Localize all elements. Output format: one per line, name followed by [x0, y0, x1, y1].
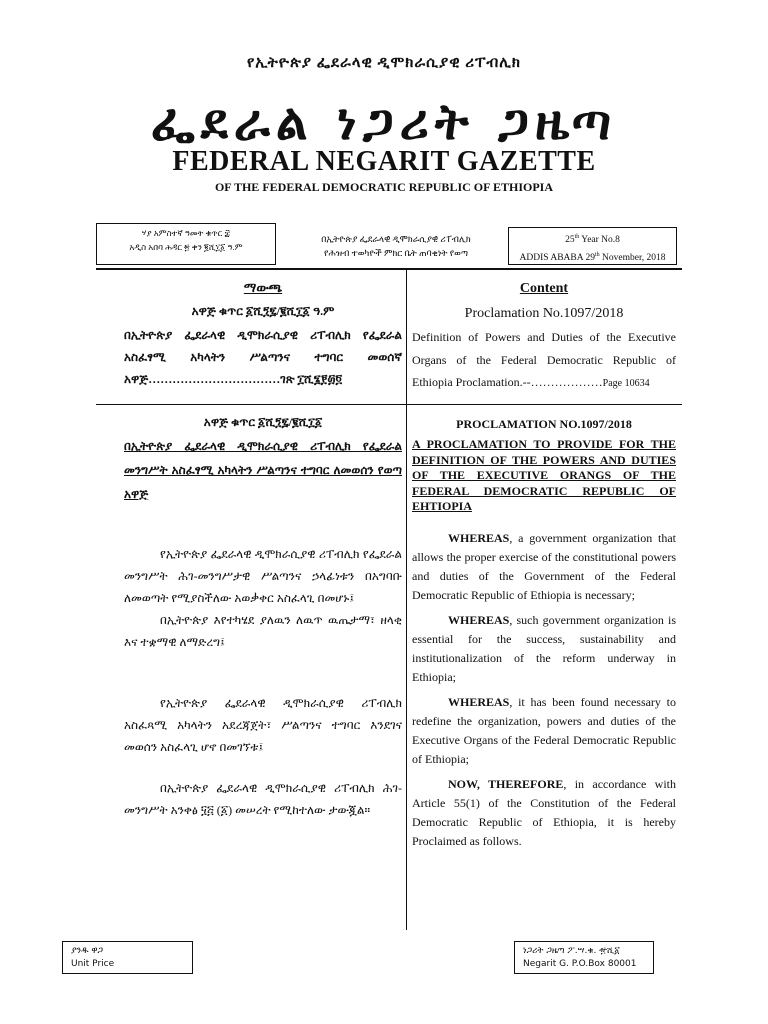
- year-number: 25: [565, 235, 575, 246]
- proclamation-title: A PROCLAMATION TO PROVIDE FOR THE DEFINITION OF THE POWERS AND DUTIES OF THE EXECUTIVE ORANGS OF THE FEDERAL DEMOCRATIC REPUBLIC OF EHTIOPIA: [412, 437, 676, 513]
- contents-rule: [96, 404, 682, 405]
- issue-box-amharic: [96, 223, 276, 265]
- top-rule: [96, 268, 682, 270]
- contents-heading-amharic: ማውጫ: [243, 280, 283, 295]
- amharic-republic-header: የኢትዮጵያ ፌደራላዊ ዲሞክራሲያዊ ሪፐብሊክ: [246, 55, 522, 71]
- date-suffix: th: [594, 252, 600, 259]
- preamble-paragraph-amharic-3: የኢትዮጵያ ፌደራላዊ ዲሞክራሲያዊ ሪፐብሊክ አስፈጻሚ አካላትን አደረጃጀት፣ ሥልጣንና ተግባር እንደገና መወሰን አስፈላጊ ሆኖ በመገኘቱ፤: [124, 696, 402, 754]
- date-text: November, 2018: [599, 253, 666, 264]
- paragraph-lead: NOW, THEREFORE: [448, 777, 564, 791]
- paragraph-body: , a government organization that allows the proper exercise of the constitutional powers and duties of the Government of the Federal Democratic Republic of Ethiopia is necessary;: [412, 531, 676, 602]
- contents-heading: Content: [519, 281, 569, 296]
- year-text: Year No.8: [579, 235, 620, 246]
- preamble-paragraph-1: [412, 529, 676, 605]
- gazette-subtitle: OF THE FEDERAL DEMOCRATIC REPUBLIC OF ETHIOPIA: [214, 180, 554, 194]
- paragraph-body: , it has been found necessary to redefine the organization, powers and duties of the Executive Organs of the Federal Democratic Republic of Ethiopia;: [412, 695, 676, 766]
- issue-date: [513, 248, 672, 266]
- paragraph-lead: WHEREAS: [448, 613, 510, 627]
- preamble-paragraph-3: [412, 693, 676, 769]
- proclamation-title-amharic: በኢትዮጵያ ፌደራላዊ ዲሞክራሲያዊ ሪፐብሊክ የፌደራል መንግሥት አስፈፃሚ አካላትን ሥልጣንና ተግባር ለመወሰን የወጣ አዋጅ: [124, 439, 402, 501]
- preamble-paragraph-amharic-1: የኢትዮጵያ ፌደራላዊ ዲሞክራሲያዊ ሪፐብሊክ የፌደራል መንግሥት ሕገ-መንግሥታዊ ሥልጣንና ኃላፊነቱን በአግባቡ ለመወጣት የሚያስችለው አወቃቀር አስፈላጊ በመሆኑ፤: [124, 547, 402, 605]
- preamble-paragraph-4: [412, 775, 676, 851]
- paragraph-lead: WHEREAS: [448, 531, 510, 545]
- po-box-amharic: ነጋሪት ጋዜጣ ፖ.ሣ.ቁ. ፹ሺ፩: [523, 946, 620, 956]
- contents-proclamation-no-amharic: አዋጅ ቁጥር ፩ሺ፺፯/፪ሺ፲፩ ዓ.ም: [191, 304, 335, 318]
- unit-price-label: Unit Price: [71, 959, 115, 969]
- po-box-box: [514, 941, 654, 974]
- issue-authority-line2: የሕዝብ ተወካዮች ምክር ቤት ጠባቂነት የወጣ: [324, 248, 468, 258]
- issue-amharic-line1: ሃያ አምስተኛ ዓመት ቁጥር ፰: [141, 228, 231, 238]
- issue-authority: [296, 232, 496, 260]
- issue-box-english: [508, 227, 677, 265]
- contents-entry-amharic: በኢትዮጵያ ፌደራላዊ ዲሞክራሲያዊ ሪፐብሊክ የፌደራል አስፈፃሚ አካላትን ሥልጣንና ተግባር መወሰኛ አዋጅ……………………………ገጽ ፲ሺ፮፻፴፬: [124, 328, 402, 386]
- paragraph-lead: WHEREAS: [448, 695, 510, 709]
- column-divider: [406, 268, 407, 930]
- contents-proclamation-no: Proclamation No.1097/2018: [464, 306, 624, 321]
- issue-authority-line1: በኢትዮጵያ ፌደራላዊ ዲሞክራሲያዊ ሪፐብሊክ: [321, 234, 471, 244]
- preamble-paragraph-amharic-4: በኢትዮጵያ ፌደራላዊ ዲሞክራሲያዊ ሪፐብሊክ ሕገ-መንግሥት አንቀፅ ፶፭ (፩) መሠረት የሚከተለው ታውጇል።: [124, 781, 402, 817]
- proclamation-number: PROCLAMATION NO.1097/2018: [456, 417, 632, 431]
- contents-entry-text: Definition of Powers and Duties of the Executive Organs of the Federal Democratic Republic of Ethiopia Proclamation.--………………: [412, 330, 676, 389]
- date-prefix: ADDIS ABABA 29: [519, 253, 595, 264]
- preamble-paragraph-2: [412, 611, 676, 687]
- year-suffix: th: [574, 234, 580, 240]
- issue-amharic-line2: አዲስ አበባ ሕዳር ፳ ቀን ፪ሺ፲፩ ዓ.ም: [129, 242, 243, 252]
- preamble-paragraph-amharic-2: በኢትዮጵያ እየተካሄደ ያለዉን ለዉጥ ዉጤታማ፣ ዘላቂ እና ተቋማዊ ለማድረግ፤: [124, 613, 402, 649]
- unit-price-box: [62, 941, 193, 974]
- contents-entry: [412, 326, 676, 396]
- unit-price-amharic: ያንዱ ዋጋ: [71, 946, 104, 956]
- issue-year: [513, 230, 672, 248]
- paragraph-body: , in accordance with Article 55(1) of the Constitution of the Federal Democratic Republic of Ethiopia, it is hereby Proclaimed as follows.: [412, 777, 677, 848]
- gazette-title: FEDERAL NEGARIT GAZETTE: [172, 146, 596, 177]
- po-box-label: Negarit G. P.O.Box 80001: [523, 959, 637, 969]
- amharic-gazette-title: ፌደራል ነጋሪት ጋዜጣ: [150, 92, 618, 151]
- proclamation-number-amharic: አዋጅ ቁጥር ፩ሺ፺፯/፪ሺ፲፩: [203, 415, 323, 429]
- paragraph-body: , such government organization is essential for the success, sustainability and institutionalization of the reform underway in Ethiopia;: [412, 613, 676, 684]
- contents-page-ref: Page 10634: [602, 378, 650, 389]
